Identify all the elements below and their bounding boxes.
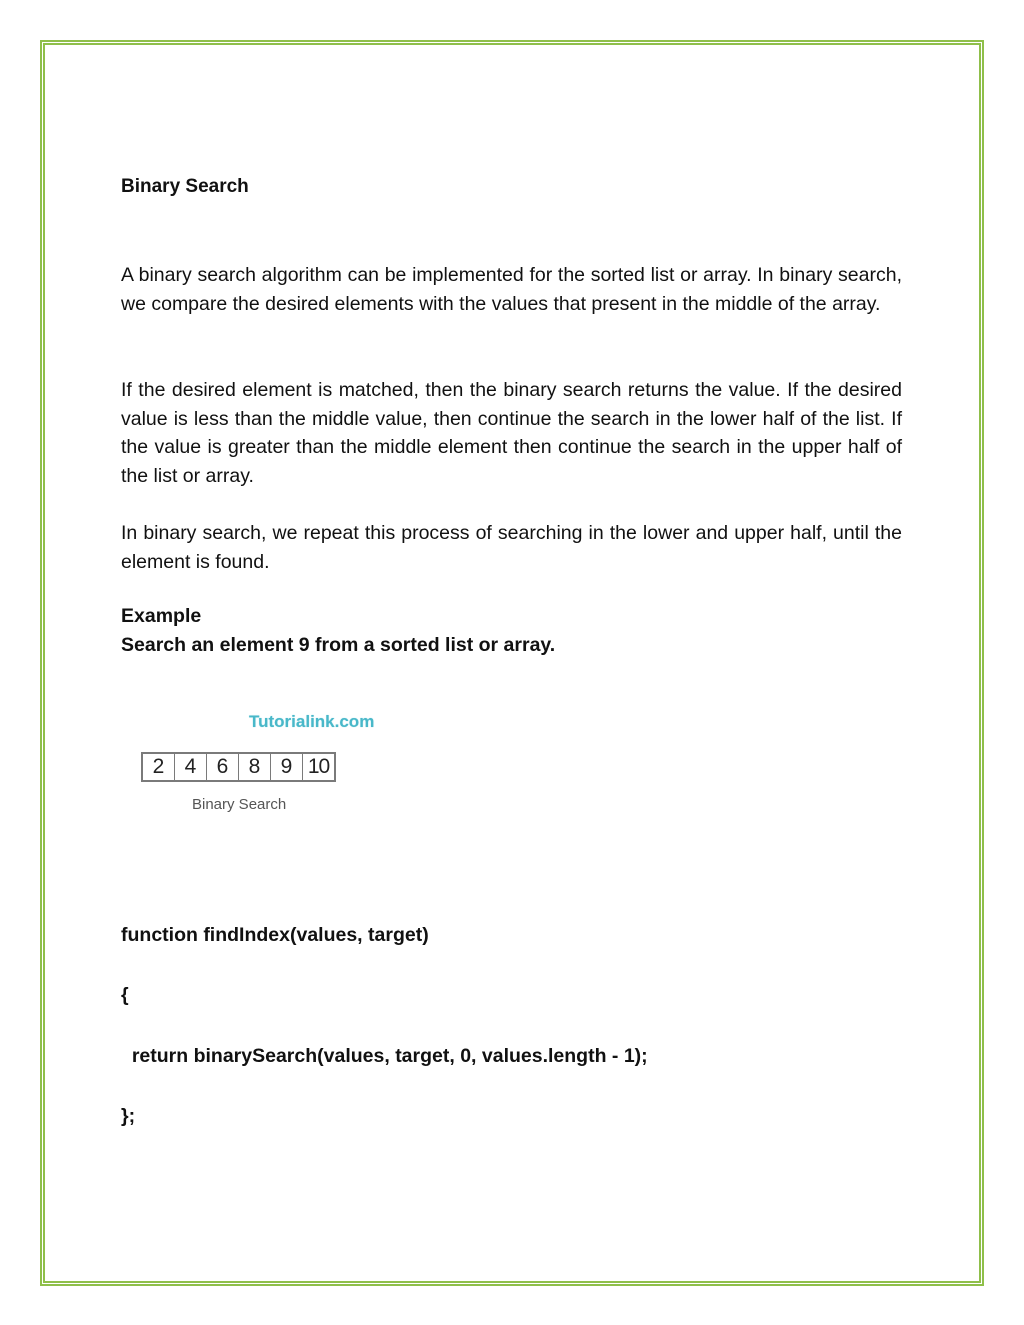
figure-watermark: Tutorialink.com	[249, 712, 375, 731]
array-cell: 10	[307, 755, 330, 778]
array-cell: 4	[175, 754, 207, 780]
paragraph-matching: If the desired element is matched, then the binary search returns the value. If the desired value is less than the middle value, then continue the search in the lower half of the list. If the value is greater than the middle element then continue the search in the upper half of the list or array.	[121, 379, 902, 488]
figure-caption: Binary Search	[192, 796, 287, 813]
array-diagram	[141, 752, 336, 782]
array-cell: 6	[207, 754, 239, 780]
array-cell: 9	[271, 754, 303, 780]
code-line-open-brace: {	[121, 984, 129, 1006]
page-border	[40, 40, 984, 1286]
paragraph-intro: A binary search algorithm can be implemented for the sorted list or array. In binary search, we compare the desired elements with the values that present in the middle of the array.	[121, 264, 902, 315]
section-heading: Binary Search	[121, 176, 249, 197]
paragraph-repeat: In binary search, we repeat this process of searching in the lower and upper half, until the element is found.	[121, 522, 902, 573]
example-label: Example	[121, 605, 202, 627]
code-line-function: function findIndex(values, target)	[121, 924, 429, 946]
array-cell: 8	[239, 754, 271, 780]
binary-search-figure	[139, 710, 379, 820]
code-line-return: return binarySearch(values, target, 0, values.length - 1);	[121, 1045, 648, 1067]
array-cell: 2	[143, 754, 175, 780]
example-description: Search an element 9 from a sorted list or array.	[121, 634, 556, 656]
code-line-close-brace: };	[121, 1105, 136, 1127]
